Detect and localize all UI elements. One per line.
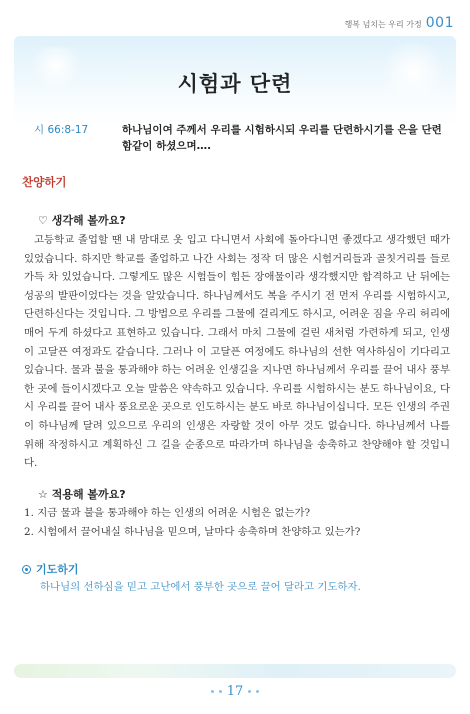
book-title: 행복 넘치는 우리 가정	[344, 20, 422, 29]
title-banner	[14, 36, 456, 126]
page-header	[345, 15, 454, 35]
hymn-label: 찬양하기	[22, 175, 67, 189]
think-body: 고등학교 졸업할 땐 내 맘대로 옷 입고 다니면서 사회에 돌아다니면 좋겠다고 생각했던 때가 있었습니다. 하지만 학교를 졸업하고 나간 사회는 정작 더 많은 시험거리들과 골칫거리를 들로 가득 차 있었습니다. 그렇게도 많은 시험들이 힘든 장애물이라 생각했지만 합격하고 난 뒤에는 성공의 발판이었다는 것을 알았습니다. 하나님께서도 복을 주시기 전 먼저 우리를 시험하시고, 단련하신다는 것입니다. 그 방법으로 우리를 그물에 걸리게도 하시고, 어려운 짐을 우리 허리에 매어 두게 하셨다고 표현하고 있습니다. 그래서 마치 그물에 걸린 새처럼 가련하게 되고, 인생이 고달픈 여정과도 같습니다. 그러나 이 고달픈 여정에도 하나님의 선한 역사하심이 기다리고 있습니다. 물과 불을 통과해야 하는 어려운 인생길을 지나면 하나님께서 우리를 끌어 내사 풍부한 곳에 들이시겠다고 오늘 말씀은 약속하고 있습니다. 우리를 시험하시는 분도 하나님이요, 다시 우리를 끌어 내사 풍요로운 곳으로 인도하시는 분도 바로 하나님이십니다. 모든 인생의 주권이 하나님께 달려 있으므로 우리의 인생은 자랑할 것이 아무 것도 없습니다. 하나님께서 나를 위해 작정하시고 계획하신 그 길을 순종으로 따라가며 하나님을 송축하고 찬양해야 할 것입니다.	[24, 234, 450, 470]
footer-band	[14, 664, 456, 678]
apply-heading: ☆ 적용해 볼까요?	[38, 488, 126, 501]
verse-reference: 시 66:8-17	[34, 124, 89, 136]
verse-text: 하나님이여 주께서 우리를 시험하시되 우리를 단련하시기를 은을 단련함같이 하셨으며….	[122, 124, 442, 152]
page-number-area	[0, 684, 470, 699]
page-title: 시험과 단련	[177, 72, 293, 96]
dot-icon	[211, 690, 214, 693]
page-number: 17	[226, 684, 244, 699]
prayer-heading-label: 기도하기	[36, 563, 79, 576]
apply-list	[24, 504, 450, 542]
dot-icon	[256, 690, 259, 693]
think-heading: ♡ 생각해 볼까요?	[38, 214, 126, 227]
prayer-text: 하나님의 선하심을 믿고 고난에서 풍부한 곳으로 끌어 달라고 기도하자.	[40, 581, 361, 593]
lesson-number: 001	[425, 15, 454, 31]
apply-question: 1. 지금 물과 불을 통과해야 하는 인생의 어려운 시험은 없는가?	[24, 507, 311, 519]
apply-question: 2. 시험에서 끌어내실 하나님을 믿으며, 날마다 송축하며 찬양하고 있는가?	[24, 526, 361, 538]
dot-icon	[219, 690, 222, 693]
prayer-heading	[22, 561, 79, 577]
dot-icon	[248, 690, 251, 693]
scripture-verse	[34, 122, 448, 154]
bullseye-icon	[22, 565, 31, 574]
